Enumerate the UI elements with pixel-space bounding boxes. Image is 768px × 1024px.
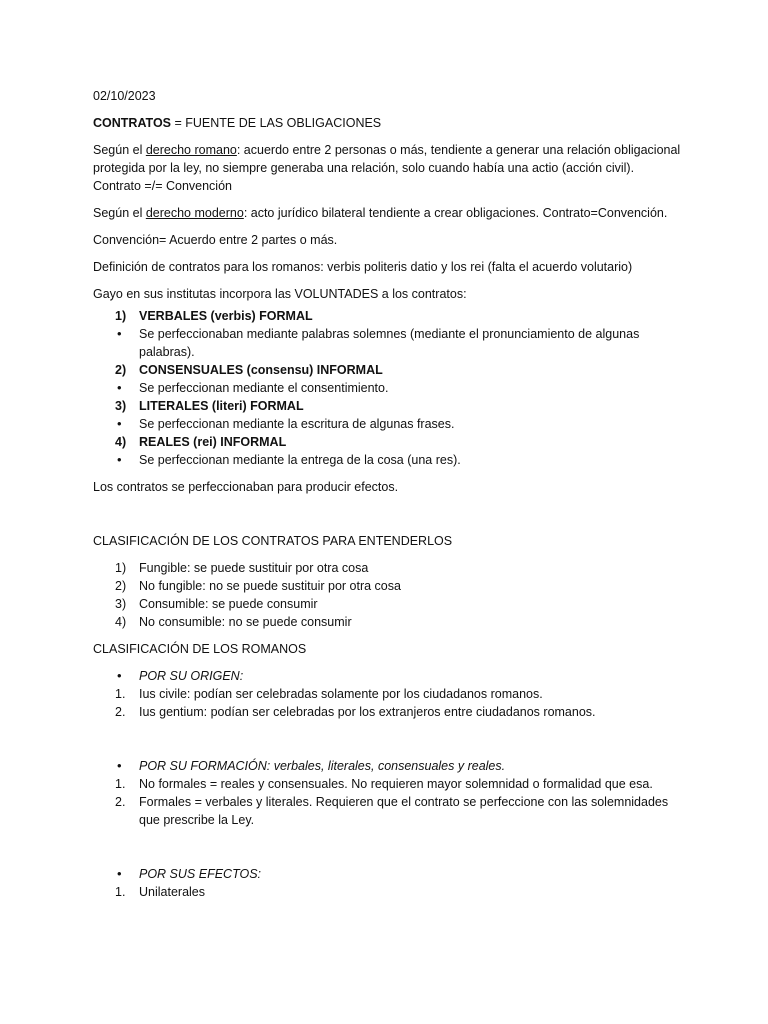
paragraph-gayo: Gayo en sus institutas incorpora las VOLUNTADES a los contratos: (93, 287, 467, 301)
list-item: 3) LITERALES (literi) FORMAL (115, 399, 304, 413)
document-body (93, 87, 683, 901)
underlined-term: derecho moderno (145, 206, 244, 220)
paragraph-derecho-romano: Según el derecho romano: acuerdo entre 2 personas o más, tendiente a generar una relación obligacional protegida por la ley, no siempre generaba una relación, solo cuando había una actio (acción civil). Contrato =/= Convención (93, 143, 681, 193)
section-heading-romanos: CLASIFICACIÓN DE LOS ROMANOS (93, 642, 307, 656)
paragraph-convencion: Convención= Acuerdo entre 2 partes o más. (93, 233, 338, 247)
list-item: 1. Unilaterales (115, 885, 206, 899)
bullet-icon: • (117, 452, 122, 467)
bullet-icon: • (117, 380, 122, 395)
origen-group (93, 667, 683, 721)
document-date: 02/10/2023 (93, 89, 156, 103)
bullet-icon: • (117, 758, 122, 773)
list-item: 1) Fungible: se puede sustituir por otra cosa (115, 561, 369, 575)
list-item: 3) Consumible: se puede consumir (115, 597, 318, 611)
bullet-icon: • (117, 326, 122, 341)
list-item: 2. Ius gentium: podían ser celebradas por los extranjeros entre ciudadanos romanos. (115, 705, 596, 719)
efectos-group (93, 865, 683, 901)
bullet-icon: • (117, 866, 122, 881)
formacion-group (93, 757, 683, 829)
list-item: 1. No formales = reales y consensuales. No requieren mayor solemnidad o formalidad que esa. (115, 777, 653, 791)
list-item: • POR SUS EFECTOS: (117, 866, 262, 881)
paragraph-efectos: Los contratos se perfeccionaban para producir efectos. (93, 480, 399, 494)
list-item: • Se perfeccionan mediante la entrega de la cosa (una res). (117, 452, 461, 467)
list-item: 1. Ius civile: podían ser celebradas solamente por los ciudadanos romanos. (115, 687, 543, 701)
list-item: • POR SU FORMACIÓN: verbales, literales, consensuales y reales. (117, 758, 506, 773)
list-item: 2) CONSENSUALES (consensu) INFORMAL (115, 363, 383, 377)
list-item: • Se perfeccionan mediante la escritura de algunas frases. (117, 416, 455, 431)
list-item: 4) REALES (rei) INFORMAL (115, 435, 287, 449)
underlined-term: derecho romano (145, 143, 237, 157)
bullet-icon: • (117, 416, 122, 431)
list-item: 2) No fungible: no se puede sustituir por otra cosa (115, 579, 401, 593)
title-bold: CONTRATOS (93, 116, 172, 130)
list-item: 1) VERBALES (verbis) FORMAL (115, 309, 313, 323)
paragraph-derecho-moderno: Según el derecho moderno: acto jurídico bilateral tendiente a crear obligaciones. Contrato=Convención. (93, 206, 668, 220)
section-heading-entender: CLASIFICACIÓN DE LOS CONTRATOS PARA ENTENDERLOS (93, 534, 453, 548)
list-item: 4) No consumible: no se puede consumir (115, 615, 352, 629)
list-item: • Se perfeccionaban mediante palabras solemnes (mediante el pronunciamiento de algunas palabras). (117, 326, 640, 359)
voluntades-list (93, 307, 683, 469)
paragraph-definicion: Definición de contratos para los romanos: verbis politeris datio y los rei (falta el acuerdo volutario) (93, 260, 633, 274)
entender-list (93, 559, 683, 631)
bullet-icon: • (117, 668, 122, 683)
list-item: • Se perfeccionan mediante el consentimiento. (117, 380, 389, 395)
document-title (93, 114, 683, 132)
list-item: • POR SU ORIGEN: (117, 668, 244, 683)
title-rest: = FUENTE DE LAS OBLIGACIONES (171, 116, 382, 130)
list-item: 2. Formales = verbales y literales. Requieren que el contrato se perfeccione con las solemnidades que prescribe la Ley. (115, 795, 669, 827)
